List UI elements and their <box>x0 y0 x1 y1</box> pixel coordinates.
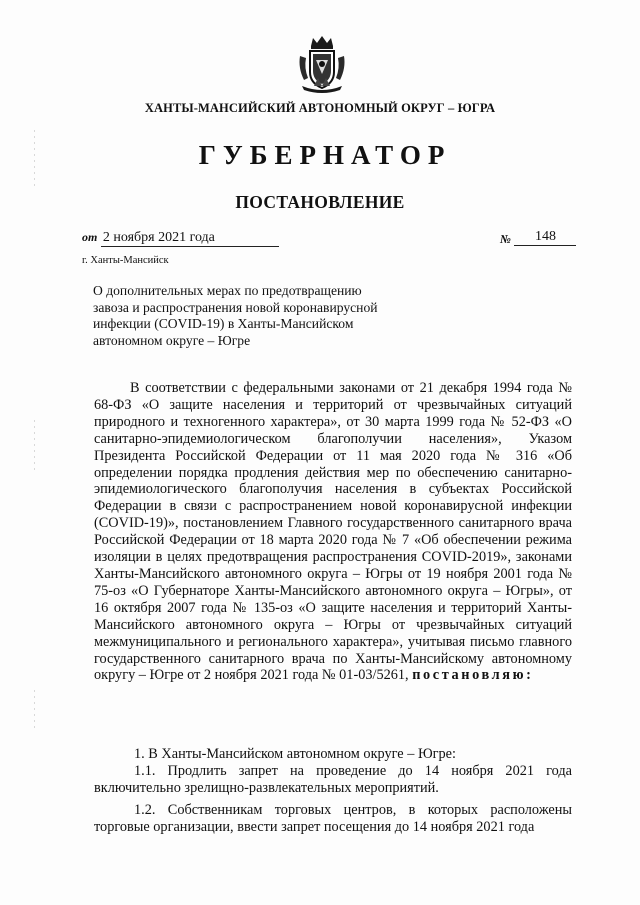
date-value: 2 ноября 2021 года <box>101 230 279 247</box>
scan-artifact <box>34 420 35 470</box>
subject-line: автономном округе – Югре <box>93 332 251 348</box>
coat-of-arms-icon <box>296 34 348 94</box>
preamble-text: В соответствии с федеральными законами от 21 декабря 1994 года № 68-ФЗ «О защите населения и территорий от чрезвычайных ситуаций природного и техногенного характера», от 30 марта 1999 года № 52-ФЗ «О санитарно-эпидемиологическом благополучии населения», Указом Президента Российской Федерации от 11 мая 2020 года № 316 «Об определении порядка продления действия мер по обеспечению санитарно-эпидемиологического благополучия населения в субъектах Российской Федерации в связи с распространением новой коронавирусной инфекции (COVID-19)», постановлением Главного государственного санитарного врача Российской Федерации от 18 марта 2020 года № 7 «Об обеспечении режима изоляции в целях предотвращения распространения COVID-2019», законами Ханты-Мансийского автономного округа – Югры от 19 ноября 2001 года № 75-оз «О Губернаторе Ханты-Мансийского автономного округа – Югры», от 16 октября 2007 года № 135-оз «О защите населения и территорий Ханты-Мансийского автономного округа – Югры от чрезвычайных ситуаций межмуниципального и регионального характера», учитывая письмо главного государственного санитарного врача по Ханты-Мансийскому автономному округу – Югре от 2 ноября 2021 года № 01-03/5261, <box>94 380 572 684</box>
governor-title: ГУБЕРНАТОР <box>198 140 452 170</box>
region-title: ХАНТЫ-МАНСИЙСКИЙ АВТОНОМНЫЙ ОКРУГ – ЮГРА <box>144 101 496 115</box>
resolve-word: постановляю: <box>412 667 534 684</box>
number-prefix: № <box>500 232 511 246</box>
document-date <box>82 230 279 247</box>
scan-artifact <box>34 690 35 730</box>
document-subject <box>93 283 413 349</box>
item-1-1: 1.1. Продлить запрет на проведение до 14 ноября 2021 года включительно зрелищно-развлекательных мероприятий. <box>94 763 572 796</box>
issue-city: г. Ханты-Мансийск <box>82 255 169 266</box>
preamble <box>94 380 572 684</box>
subject-line: инфекции (COVID-19) в Ханты-Мансийском <box>93 316 354 332</box>
subject-line: завоза и распространения новой коронавирусной <box>93 299 378 315</box>
preamble-paragraph <box>94 380 572 684</box>
number-value: 148 <box>514 229 576 246</box>
item-1: 1. В Ханты-Мансийском автономном округе – Югре: <box>134 746 456 762</box>
resolution-items <box>94 746 572 836</box>
date-prefix: от <box>82 230 98 244</box>
document-number <box>500 229 576 248</box>
document-type: ПОСТАНОВЛЕНИЕ <box>235 192 405 212</box>
item-1-2: 1.2. Собственникам торговых центров, в которых расположены торговые организации, ввести запрет посещения до 14 ноября 2021 года <box>94 802 572 835</box>
subject-line: О дополнительных мерах по предотвращению <box>93 283 362 298</box>
